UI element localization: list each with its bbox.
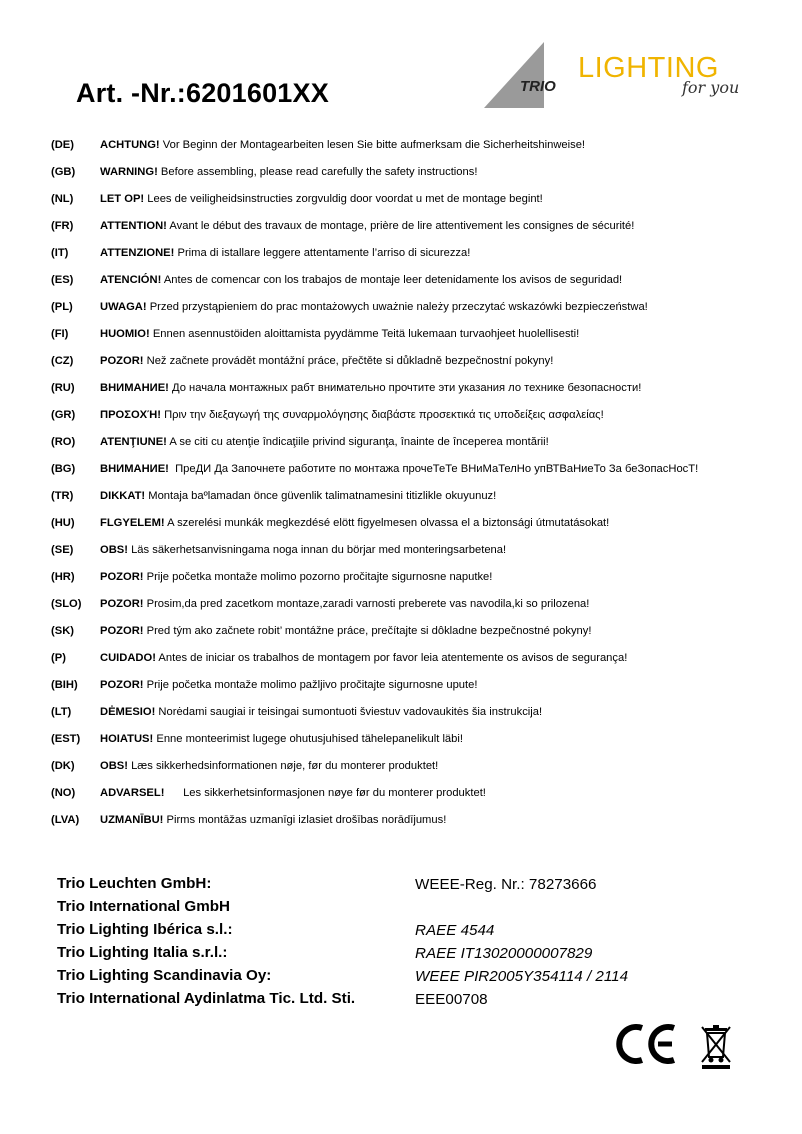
warning-text	[100, 814, 791, 826]
safety-warnings-list	[51, 139, 791, 841]
warning-row	[51, 490, 791, 517]
warning-keyword: CUIDADO!	[100, 652, 156, 664]
warning-keyword: UZMANĪBU!	[100, 814, 164, 826]
language-code: (FR)	[51, 220, 74, 232]
warning-body: Pred tým ako začnete robit’ montážne práce, prečítajte si dôkladne bezpečnostné pokyny!	[143, 625, 592, 637]
warning-row	[51, 814, 791, 841]
registration-number: RAEE 4544	[415, 922, 495, 939]
warning-keyword: ACHTUNG!	[100, 139, 160, 151]
warning-text	[100, 733, 791, 745]
language-code: (CZ)	[51, 355, 74, 367]
warning-body: Pirms montāžas uzmanīgi izlasiet drošības norādījumus!	[163, 814, 447, 826]
warning-text	[100, 652, 791, 664]
warning-keyword: POZOR!	[100, 355, 144, 367]
warning-text	[100, 706, 791, 718]
language-code: (HU)	[51, 517, 75, 529]
company-name: Trio International GmbH	[57, 898, 230, 915]
language-code: (LT)	[51, 706, 72, 718]
company-name: Trio International Aydinlatma Tic. Ltd. Sti.	[57, 990, 356, 1007]
language-code: (NO)	[51, 787, 76, 799]
warning-row	[51, 517, 791, 544]
warning-keyword: ВНИМАНИЕ!	[100, 382, 169, 394]
warning-row	[51, 328, 791, 355]
warning-row	[51, 220, 791, 247]
warning-body: Before assembling, please read carefully the safety instructions!	[157, 166, 478, 178]
warning-row	[51, 247, 791, 274]
warning-row	[51, 787, 791, 814]
warning-keyword: OBS!	[100, 760, 128, 772]
warning-body: Antes de iniciar os trabalhos de montagem por favor leia atentemente os avisos de segurança!	[155, 652, 628, 664]
warning-text	[100, 139, 791, 151]
warning-row	[51, 625, 791, 652]
warning-body: Prije početka montaže molimo pažljivo pročitajte sigurnosne upute!	[143, 679, 478, 691]
warning-text	[100, 598, 791, 610]
warning-keyword: ΠΡΟΣΟΧΉ!	[100, 409, 161, 421]
registration-number: WEEE PIR2005Y354114 / 2114	[415, 968, 629, 985]
warning-keyword: ATENCIÓN!	[100, 274, 162, 286]
language-code: (BIH)	[51, 679, 78, 691]
crossed-bin-icon	[700, 1024, 732, 1075]
warning-body: Vor Beginn der Montagearbeiten lesen Sie bitte aufmerksam die Sicherheitshinweise!	[159, 139, 586, 151]
trio-lighting-logo	[482, 40, 742, 112]
language-code: (ES)	[51, 274, 74, 286]
warning-keyword: DĖMESIO!	[100, 706, 156, 718]
warning-keyword: POZOR!	[100, 625, 144, 637]
warning-body: Enne monteerimist lugege ohutusjuhised tähelepanelikult läbi!	[153, 733, 463, 745]
warning-row	[51, 544, 791, 571]
company-list	[57, 872, 355, 1010]
warning-body: Läs säkerhetsanvisningama noga innan du börjar med monteringsarbetena!	[127, 544, 507, 556]
warning-body: Prosim,da pred zacetkom montaze,zaradi varnosti preberete vas navodila,ki so prilozena!	[143, 598, 590, 610]
language-code: (DK)	[51, 760, 75, 772]
language-code: (GB)	[51, 166, 76, 178]
warning-text	[100, 409, 791, 421]
warning-text	[100, 787, 791, 799]
warning-row	[51, 139, 791, 166]
warning-row	[51, 760, 791, 787]
language-code: (NL)	[51, 193, 74, 205]
logo-trio-text: TRIO	[520, 78, 556, 95]
warning-row	[51, 355, 791, 382]
warning-keyword: WARNING!	[100, 166, 158, 178]
warning-text	[100, 193, 791, 205]
language-code: (SE)	[51, 544, 74, 556]
language-code: (DE)	[51, 139, 74, 151]
warning-text	[100, 274, 791, 286]
warning-text	[100, 517, 791, 529]
warning-body: A se citi cu atenţie îndicaţiile privind siguranţa, înainte de începerea montării!	[166, 436, 549, 448]
registration-number: RAEE IT13020000007829	[415, 945, 593, 962]
warning-body: Avant le début des travaux de montage, prière de lire attentivement les consignes de sécurité!	[166, 220, 635, 232]
warning-text	[100, 355, 791, 367]
language-code: (LVA)	[51, 814, 80, 826]
warning-row	[51, 463, 791, 490]
warning-keyword: HUOMIO!	[100, 328, 150, 340]
language-code: (PL)	[51, 301, 73, 313]
registration-number: WEEE-Reg. Nr.: 78273666	[415, 876, 597, 893]
warning-row	[51, 652, 791, 679]
warning-body: Antes de comencar con los trabajos de montaje leer detenidamente los avisos de seguridad!	[161, 274, 623, 286]
warning-body: Læs sikkerhedsinformationen nøje, før du monterer produktet!	[127, 760, 439, 772]
warning-text	[100, 544, 791, 556]
warning-text	[100, 328, 791, 340]
warning-body: Przed przystąpieniem do prac montażowych uważnie należy przeczytać wskazówki bezpieczeństwa!	[146, 301, 648, 313]
warning-body: Prima di istallare leggere attentamente l’arriso di sicurezza!	[174, 247, 471, 259]
warning-keyword: ATENŢIUNE!	[100, 436, 167, 448]
company-name: Trio Lighting Italia s.r.l.:	[57, 944, 228, 961]
article-number-title: Art. -Nr.:6201601XX	[76, 78, 329, 108]
warning-body: Než začnete provádět montážní práce, přečtěte si důkladně bezpečnostní pokyny!	[143, 355, 554, 367]
warning-body: ПреДИ Да Започнете работите по монтажа прочеТеТе ВНиМаТелНо упВТВаНиеТо За беЗопасНосТ!	[168, 463, 699, 475]
warning-body: Ennen asennustöiden aloittamista pyydämme Teitä lukemaan turvaohjeet huolellisesti!	[149, 328, 580, 340]
warning-row	[51, 409, 791, 436]
warning-body: Les sikkerhetsinformasjonen nøye før du monterer produktet!	[164, 787, 486, 799]
warning-keyword: HOIATUS!	[100, 733, 154, 745]
company-name: Trio Leuchten GmbH:	[57, 875, 212, 892]
ce-mark-icon	[612, 1022, 678, 1071]
registration-list	[415, 873, 628, 1011]
warning-keyword: OBS!	[100, 544, 128, 556]
warning-keyword: DIKKAT!	[100, 490, 146, 502]
warning-text	[100, 490, 791, 502]
language-code: (FI)	[51, 328, 69, 340]
warning-body: До начала монтажных рабт внимательно прочтите эти указания ло технике безопасности!	[168, 382, 642, 394]
warning-keyword: POZOR!	[100, 571, 144, 583]
warning-keyword: ATTENZIONE!	[100, 247, 175, 259]
warning-row	[51, 598, 791, 625]
logo-foryou-text: for you	[682, 78, 740, 97]
language-code: (SK)	[51, 625, 74, 637]
warning-body: A szerelési munkák megkezdésé elött figyelmesen olvassa el a biztonsági útmutatásokat!	[164, 517, 610, 529]
warning-row	[51, 166, 791, 193]
warning-row	[51, 679, 791, 706]
language-code: (P)	[51, 652, 66, 664]
language-code: (SLO)	[51, 598, 82, 610]
warning-body: Prije početka montaže molimo pozorno pročitajte sigurnosne naputke!	[143, 571, 493, 583]
warning-text	[100, 760, 791, 772]
warning-row	[51, 706, 791, 733]
warning-keyword: POZOR!	[100, 598, 144, 610]
logo-lighting-text: LIGHTING	[578, 52, 719, 84]
language-code: (RU)	[51, 382, 75, 394]
warning-row	[51, 436, 791, 463]
language-code: (TR)	[51, 490, 74, 502]
language-code: (IT)	[51, 247, 69, 259]
warning-keyword: ATTENTION!	[100, 220, 167, 232]
language-code: (BG)	[51, 463, 76, 475]
warning-keyword: UWAGA!	[100, 301, 147, 313]
company-name: Trio Lighting Scandinavia Oy:	[57, 967, 272, 984]
warning-text	[100, 463, 791, 475]
warning-text	[100, 625, 791, 637]
warning-text	[100, 247, 791, 259]
language-code: (RO)	[51, 436, 76, 448]
warning-text	[100, 382, 791, 394]
warning-body: Montaja baºlamadan önce güvenlik talimatnamesini titizlikle okuyunuz!	[145, 490, 497, 502]
warning-keyword: ADVARSEL!	[100, 787, 165, 799]
language-code: (EST)	[51, 733, 81, 745]
warning-text	[100, 166, 791, 178]
warning-body: Norėdami saugiai ir teisingai sumontuoti šviestuv vadovaukitės šia instrukcija!	[155, 706, 543, 718]
language-code: (HR)	[51, 571, 75, 583]
warning-body: Πριν την διεξαγωγή της συναρμολόγησης διαβάστε προσεκτικά τις υποδείξεις ασφαλείας!	[160, 409, 604, 421]
warning-keyword: FLGYELEM!	[100, 517, 165, 529]
warning-keyword: ВНИМАНИЕ!	[100, 463, 169, 475]
warning-text	[100, 571, 791, 583]
warning-row	[51, 382, 791, 409]
warning-body: Lees de veiligheidsinstructies zorgvuldig door voordat u met de montage begint!	[144, 193, 543, 205]
registration-number	[415, 896, 628, 919]
company-name: Trio Lighting Ibérica s.l.:	[57, 921, 233, 938]
registration-number: EEE00708	[415, 991, 488, 1008]
warning-keyword: LET OP!	[100, 193, 145, 205]
warning-row	[51, 571, 791, 598]
warning-row	[51, 733, 791, 760]
warning-keyword: POZOR!	[100, 679, 144, 691]
warning-text	[100, 220, 791, 232]
warning-text	[100, 436, 791, 448]
language-code: (GR)	[51, 409, 76, 421]
warning-row	[51, 301, 791, 328]
warning-row	[51, 274, 791, 301]
warning-text	[100, 301, 791, 313]
warning-text	[100, 679, 791, 691]
warning-row	[51, 193, 791, 220]
